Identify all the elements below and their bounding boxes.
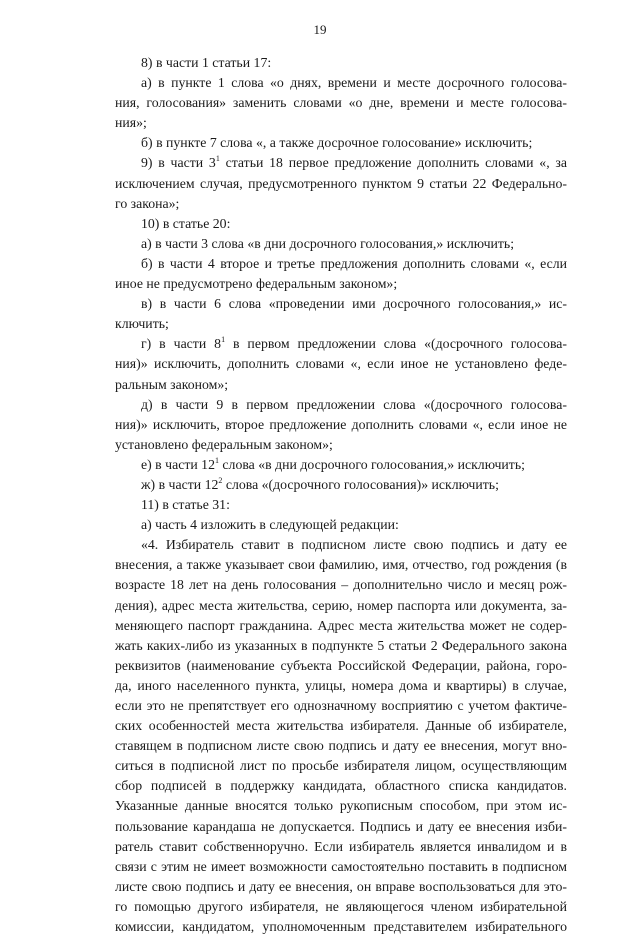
text-segment: слова «(досрочного голосования)» исключить; (222, 476, 499, 492)
text-line: исключением случая, предусмотренного пунктом 9 статьи 22 Федерально- (115, 175, 567, 191)
superscript-index: 1 (221, 335, 226, 345)
text-line: установлено федеральным законом»; (115, 436, 333, 452)
text-line: ских особенностей места жительства избирателя. Данные об избирателе, (115, 718, 567, 734)
superscript-index: 1 (215, 154, 220, 164)
text-line: ратель ставит собственноручно. Если избиратель является инвалидом и в (115, 838, 567, 854)
text-segment: ж) в части 12 (141, 476, 219, 492)
text-line: ния»; (115, 115, 147, 131)
text-line: комиссии, кандидатом, уполномоченным представителем избирательного (115, 919, 567, 935)
text-segment: г) в части 8 (141, 336, 222, 352)
text-line: ставящем в подписном листе свою подпись и дату ее внесения, могут вно- (115, 738, 567, 754)
text-line: ральным законом»; (115, 376, 229, 392)
superscript-index: 2 (218, 475, 223, 485)
text-line (115, 475, 567, 495)
text-line: а) в пункте 1 слова «о днях, времени и месте досрочного голосова- (141, 75, 567, 91)
text-segment: в первом предложении слова «(досрочного голосова- (225, 336, 567, 352)
text-line: реквизитов (наименование субъекта Российской Федерации, района, горо- (115, 657, 567, 673)
text-line (115, 455, 567, 475)
text-line: 11) в статье 31: (141, 497, 230, 513)
text-line (115, 153, 567, 173)
text-line: возрасте 18 лет на день голосования – дополнительно число и месяц рож- (115, 577, 567, 593)
text-line: сбор подписей в поддержку кандидата, областного списка кандидатов. (115, 778, 567, 794)
text-line: дения), адрес места жительства, серию, номер паспорта или документа, за- (115, 597, 567, 613)
text-line: 8) в части 1 статьи 17: (141, 55, 272, 70)
text-line: иное не предусмотрено федеральным законом»; (115, 276, 398, 292)
text-line: ния)» исключить, второе предложение дополнить словами «, если иное не (115, 416, 567, 432)
text-segment: е) в части 12 (141, 456, 215, 472)
text-line: жать каких-либо из указанных в подпункте 5 статьи 2 Федерального закона (115, 637, 567, 653)
text-line: да, иного населенного пункта, улицы, номера дома и квартиры) в случае, (115, 677, 567, 693)
text-line: ключить; (115, 316, 169, 332)
text-line: ния)» исключить, дополнить словами «, если иное не установлено феде- (115, 356, 567, 372)
text-line: б) в пункте 7 слова «, а также досрочное голосование» исключить; (141, 135, 533, 151)
text-line: ситься в подписной лист по просьбе избирателя лицом, осуществляющим (115, 758, 567, 774)
text-segment: статьи 18 первое предложение дополнить словами «, за (219, 155, 567, 171)
text-line: связи с этим не имеет возможности самостоятельно поставить в подписном (115, 858, 567, 874)
text-line (115, 334, 567, 354)
text-line: меняющего паспорт гражданина. Адрес места жительства может не содер- (115, 617, 567, 633)
text-line: д) в части 9 в первом предложении слова «(досрочного голосова- (141, 396, 567, 412)
document-body (115, 53, 567, 937)
text-line: если это не препятствует его однозначному восприятию с учетом фактиче- (115, 698, 567, 713)
text-line: 10) в статье 20: (141, 215, 231, 231)
text-line: го помощью другого избирателя, не являющегося членом избирательной (115, 898, 567, 914)
text-segment: слова «в дни досрочного голосования,» исключить; (218, 456, 525, 472)
text-line: внесения, а также указывает свои фамилию, имя, отчество, год рождения (в (115, 557, 567, 573)
text-line: листе свою подпись и дату ее внесения, он вправе воспользоваться для это- (115, 878, 567, 894)
text-line: а) часть 4 изложить в следующей редакции: (141, 517, 399, 533)
text-line: а) в части 3 слова «в дни досрочного голосования,» исключить; (141, 235, 515, 251)
text-line: Указанные данные вносятся только рукописным способом, при этом ис- (115, 798, 567, 814)
text-line: б) в части 4 второе и третье предложения дополнить словами «, если (141, 255, 567, 271)
text-line: го закона»; (115, 195, 180, 211)
text-line: пользование карандаша не допускается. Подпись и дату ее внесения изби- (115, 818, 567, 834)
text-line: «4. Избиратель ставит в подписном листе свою подпись и дату ее (141, 537, 567, 553)
superscript-index: 1 (214, 455, 219, 465)
text-line: ния, голосования» заменить словами «о дне, времени и месте голосова- (115, 95, 567, 111)
text-segment: 9) в части 3 (141, 155, 216, 171)
text-line: в) в части 6 слова «проведении ими досрочного голосования,» ис- (141, 296, 567, 312)
page-number: 19 (313, 22, 327, 37)
